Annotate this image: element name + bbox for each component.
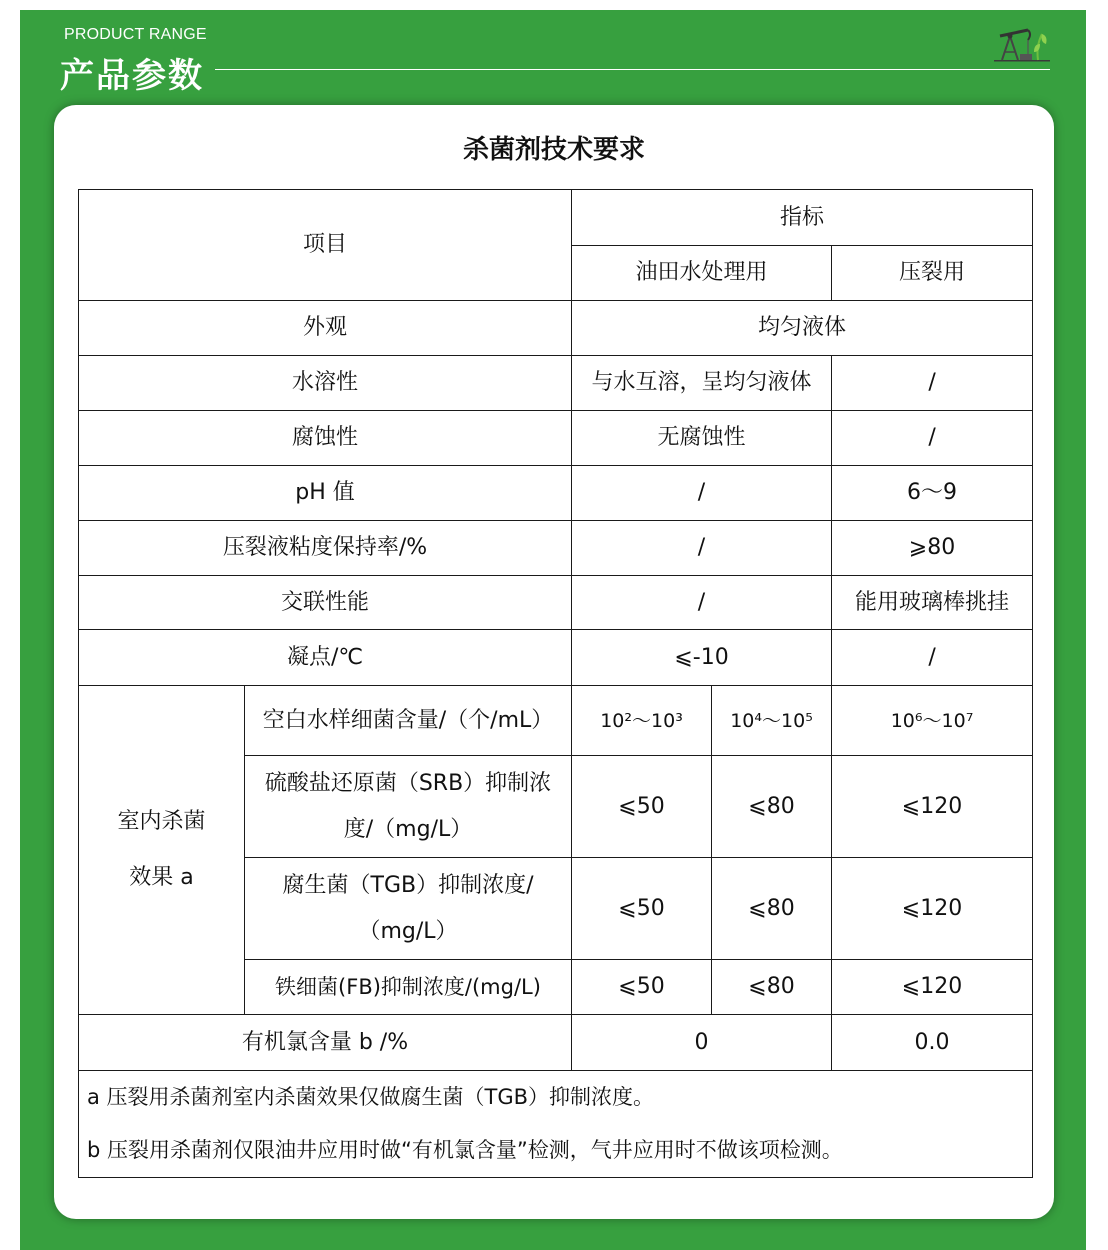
head-frac: 压裂用 bbox=[832, 246, 1033, 301]
indoor-c1: ⩽50 bbox=[572, 858, 712, 960]
row-frac: 6～9 bbox=[832, 466, 1033, 521]
head-index: 指标 bbox=[572, 190, 1033, 246]
indoor-item-line2: （mg/L） bbox=[358, 918, 458, 944]
row-oilfield: / bbox=[572, 466, 832, 521]
indoor-c2: ⩽80 bbox=[712, 960, 832, 1015]
table-row bbox=[79, 466, 1033, 521]
indoor-group-line2: 效果 a bbox=[129, 865, 194, 890]
table-row bbox=[79, 576, 1033, 630]
indoor-item-line2: 度/（mg/L） bbox=[343, 816, 473, 842]
indoor-item bbox=[245, 756, 572, 858]
table-row bbox=[79, 521, 1033, 576]
header-divider bbox=[215, 69, 1050, 70]
table-head-row bbox=[79, 190, 1033, 246]
row-item: 压裂液粘度保持率/% bbox=[79, 521, 572, 576]
header-chinese-title: 产品参数 bbox=[60, 56, 204, 96]
row-frac: ⩾80 bbox=[832, 521, 1033, 576]
row-frac: / bbox=[832, 411, 1033, 466]
indoor-item-line1: 腐生菌（TGB）抑制浓度/ bbox=[282, 872, 534, 898]
indoor-row bbox=[79, 686, 1033, 756]
table-title: 杀菌剂技术要求 bbox=[462, 135, 645, 165]
indoor-item bbox=[245, 858, 572, 960]
chlorine-oilfield: 0 bbox=[572, 1015, 832, 1071]
indoor-group-line1: 室内杀菌 bbox=[117, 809, 206, 834]
table-row bbox=[79, 630, 1033, 686]
oil-pump-logo-icon bbox=[992, 22, 1052, 66]
row-item: 水溶性 bbox=[79, 356, 572, 411]
row-oilfield: / bbox=[572, 521, 832, 576]
green-frame bbox=[20, 10, 1086, 1250]
indoor-c2: ⩽80 bbox=[712, 756, 832, 858]
indoor-c2: 10⁴～10⁵ bbox=[712, 686, 832, 756]
row-oilfield: / bbox=[572, 576, 832, 630]
row-oilfield: ⩽-10 bbox=[572, 630, 832, 686]
row-frac: / bbox=[832, 630, 1033, 686]
chlorine-item: 有机氯含量 b /% bbox=[79, 1015, 572, 1071]
chlorine-frac: 0.0 bbox=[832, 1015, 1033, 1071]
indoor-c1: ⩽50 bbox=[572, 960, 712, 1015]
indoor-c2: ⩽80 bbox=[712, 858, 832, 960]
spec-card bbox=[54, 105, 1054, 1219]
indoor-c1: 10²～10³ bbox=[572, 686, 712, 756]
indoor-item-line1: 硫酸盐还原菌（SRB）抑制浓 bbox=[264, 770, 552, 796]
header-english-title: PRODUCT RANGE bbox=[64, 26, 207, 43]
row-frac: / bbox=[832, 356, 1033, 411]
indoor-item: 铁细菌(FB)抑制浓度/(mg/L) bbox=[245, 960, 572, 1015]
indoor-c3: 10⁶～10⁷ bbox=[832, 686, 1033, 756]
note-b: b 压裂用杀菌剂仅限油井应用时做“有机氯含量”检测，气井应用时不做该项检测。 bbox=[87, 1138, 843, 1162]
row-oilfield: 与水互溶，呈均匀液体 bbox=[572, 356, 832, 411]
row-item: 交联性能 bbox=[79, 576, 572, 630]
indoor-item: 空白水样细菌含量/（个/mL） bbox=[245, 686, 572, 756]
row-item: 腐蚀性 bbox=[79, 411, 572, 466]
row-value-merged: 均匀液体 bbox=[572, 301, 1033, 356]
indoor-c3: ⩽120 bbox=[832, 960, 1033, 1015]
indoor-c3: ⩽120 bbox=[832, 858, 1033, 960]
indoor-group-label bbox=[79, 686, 245, 1015]
row-item: 凝点/℃ bbox=[79, 630, 572, 686]
table-row bbox=[79, 356, 1033, 411]
row-oilfield: 无腐蚀性 bbox=[572, 411, 832, 466]
indoor-c3: ⩽120 bbox=[832, 756, 1033, 858]
head-item: 项目 bbox=[79, 190, 572, 301]
head-oilfield: 油田水处理用 bbox=[572, 246, 832, 301]
table-row bbox=[79, 411, 1033, 466]
row-item: 外观 bbox=[79, 301, 572, 356]
notes-cell bbox=[79, 1071, 1033, 1178]
notes-row bbox=[79, 1071, 1033, 1178]
row-frac: 能用玻璃棒挑挂 bbox=[832, 576, 1033, 630]
chlorine-row bbox=[79, 1015, 1033, 1071]
row-item: pH 值 bbox=[79, 466, 572, 521]
indoor-c1: ⩽50 bbox=[572, 756, 712, 858]
note-a: a 压裂用杀菌剂室内杀菌效果仅做腐生菌（TGB）抑制浓度。 bbox=[87, 1085, 655, 1109]
table-row bbox=[79, 301, 1033, 356]
spec-table bbox=[78, 189, 1033, 1178]
